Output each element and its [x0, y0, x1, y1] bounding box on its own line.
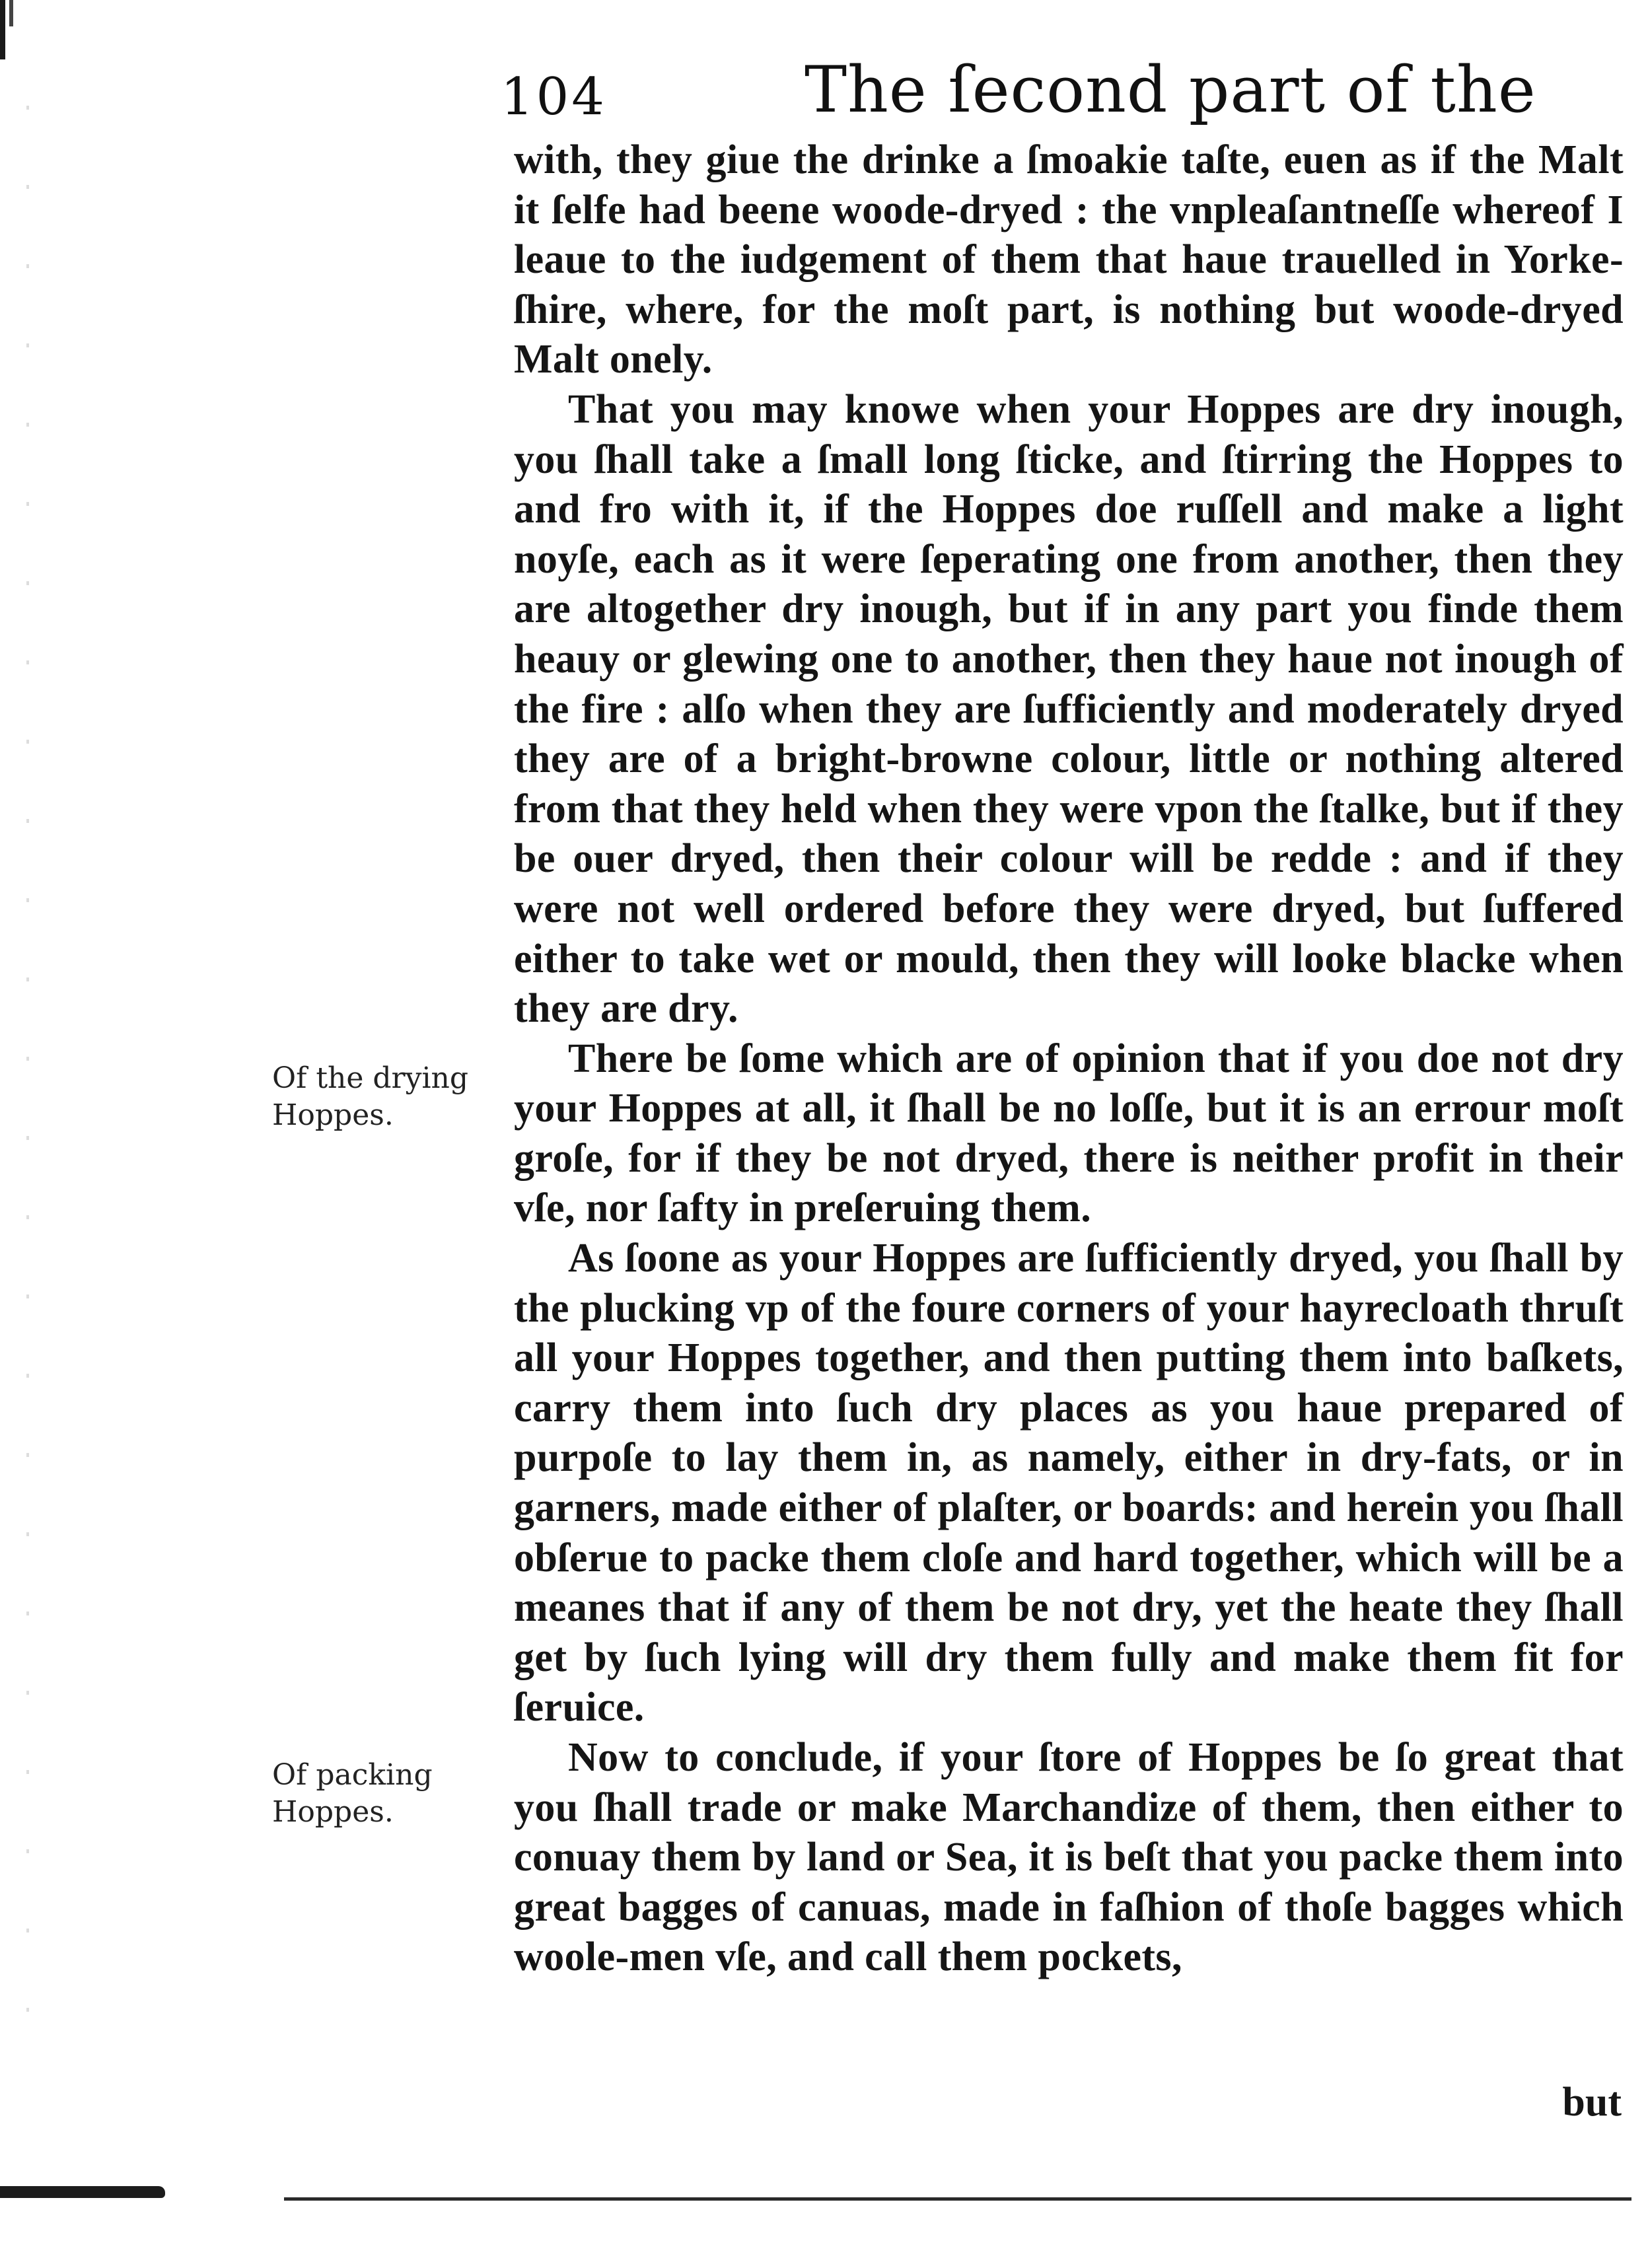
running-title: The ſecond part of the: [805, 53, 1536, 127]
margin-note-line: Hoppes.: [272, 1795, 394, 1829]
gutter-speckle: [26, 106, 29, 2087]
catchword: but: [1562, 2080, 1622, 2125]
page-edge-mark: [0, 0, 5, 59]
margin-note-packing: [272, 1757, 510, 1831]
paragraph-2: That you may knowe when your Hoppes are dry inough, you ſhall take a ſmall long ſticke, and ſtirring the Hoppes to and fro with it, if the Hoppes doe ruſſell and make a light noyſe, each as it were ſeperating one from another, then they are altogether dry inough, but if in any part you finde them heauy or glewing one to another, then they haue not inough of the fire : alſo when they are ſufficiently and moderately dryed they are of a bright-browne colour, little or nothing altered from that they held when they were vpon the ſtalke, but if they be ouer dryed, then their colour will be redde : and if they were not well ordered before they were dryed, but ſuffered either to take wet or mould, then they will looke blacke when they are dry.: [514, 386, 1624, 1032]
margin-note-line: Hoppes.: [272, 1098, 394, 1132]
paragraph-5: Now to conclude, if your ſtore of Hoppes be ſo great that you ſhall trade or make Marchandize of them, then either to conuay them by land or Sea, it is beſt that you packe them into great bagges of canuas, made in faſhion of thoſe bagges which woole-men vſe, and call them pockets,: [514, 1735, 1624, 1980]
paragraph-4: As ſoone as your Hoppes are ſufficiently dryed, you ſhall by the plucking vp of the foure corners of your hayrecloath thruſt all your Hoppes together, and then putting them into baſkets, carry them into ſuch dry places as you haue prepared of purpoſe to lay them in, as namely, either in dry-fats, or in garners, made either of plaſter, or boards: and herein you ſhall obſerue to packe them cloſe and hard together, which will be a meanes that if any of them be not dry, yet the heate they ſhall get by ſuch lying will dry them fully and make them fit for ſeruice.: [514, 1236, 1624, 1730]
paragraph-3: There be ſome which are of opinion that if you doe not dry your Hoppes at all, it ſhall be no loſſe, but it is an errour moſt groſe, for if they be not dryed, there is neither profit in their vſe, nor ſafty in preſeruing them.: [514, 1036, 1624, 1231]
page-header: [501, 53, 1624, 145]
paragraph-1: with, they giue the drinke a ſmoakie taſte, euen as if the Malt it ſelfe had beene woode-dryed : the vnpleaſantneſſe whereof I leaue to the iudgement of them that haue trauelled in Yorke-ſhire, where, for the moſt part, is nothing but woode-dryed Malt onely.: [514, 137, 1624, 382]
page-number: 104: [501, 67, 607, 127]
ink-smudge: [0, 2186, 165, 2198]
page-edge-mark-2: [9, 0, 13, 26]
margin-note-line: Of packing: [272, 1758, 433, 1792]
bottom-rule: [284, 2197, 1631, 2201]
margin-note-line: Of the drying: [272, 1061, 469, 1095]
body-text: [514, 135, 1624, 1983]
margin-note-drying: [272, 1060, 510, 1134]
